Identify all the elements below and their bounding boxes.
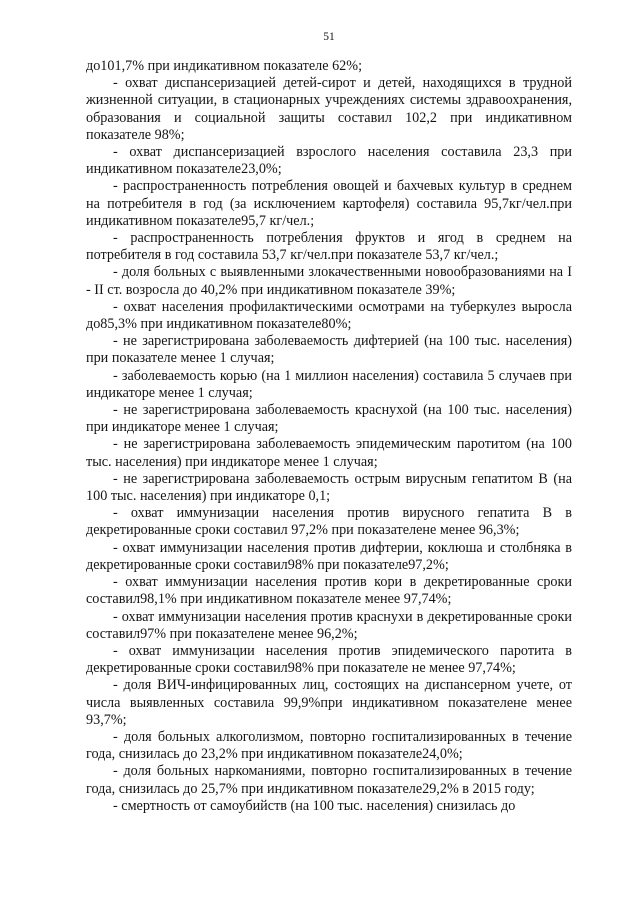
list-item: - не зарегистрирована заболеваемость эпидемическим паротитом (на 100 тыс. населения) при индикаторе менее 1 случая; — [86, 436, 572, 470]
body-text — [86, 58, 572, 815]
list-item: - охват диспансеризацией взрослого населения составила 23,3 при индикативном показателе23,0%; — [86, 144, 572, 178]
list-item: - доля ВИЧ-инфицированных лиц, состоящих на диспансерном учете, от числа выявленных составила 99,9%при индикативном показателене менее 93,7%; — [86, 677, 572, 728]
list-item: - заболеваемость корью (на 1 миллион населения) составила 5 случаев при индикаторе менее 1 случая; — [86, 367, 572, 401]
list-item: - охват иммунизации населения против эпидемического паротита в декретированные сроки составил98% при показателе не менее 97,74%; — [86, 642, 572, 677]
list-item: - не зарегистрирована заболеваемость острым вирусным гепатитом В (на 100 тыс. населения) при индикаторе 0,1; — [86, 470, 572, 505]
list-item: - охват населения профилактическими осмотрами на туберкулез выросла до85,3% при индикативном показателе80%; — [86, 298, 572, 333]
list-item: - охват диспансеризацией детей-сирот и детей, находящихся в трудной жизненной ситуации, в стационарных учреждениях системы здравоохранения, образования и социальной защиты составил 102,2 при индикативном показателе 98%; — [86, 75, 572, 143]
list-item: - распространенность потребления фруктов и ягод в среднем на потребителя в год составила 53,7 кг/чел.при показателе 53,7 кг/чел.; — [86, 230, 572, 264]
paragraph: до101,7% при индикативном показателе 62%; — [86, 58, 363, 74]
list-item: - охват иммунизации населения против кори в декретированные сроки составил98,1% при индикативном показателе менее 97,74%; — [86, 574, 572, 608]
list-item: - распространенность потребления овощей и бахчевых культур в среднем на потребителя в год (за исключением картофеля) составила 95,7кг/чел.при индикативном показателе95,7 кг/чел.; — [86, 178, 572, 229]
list-item: - доля больных наркоманиями, повторно госпитализированных в течение года, снизилась до 25,7% при индикативном показателе29,2% в 2015 году; — [86, 763, 572, 797]
list-item: - охват иммунизации населения против дифтерии, коклюша и столбняка в декретированные сроки составил98% при показателе97,2%; — [86, 539, 572, 573]
list-item: - доля больных с выявленными злокачественными новообразованиями на I - II ст. возросла до 40,2% при индикативном показателе 39%; — [86, 264, 572, 298]
list-item: - не зарегистрирована заболеваемость дифтерией (на 100 тыс. населения) при показателе менее 1 случая; — [86, 333, 572, 367]
list-item: - охват иммунизации населения против краснухи в декретированные сроки составил97% при показателене менее 96,2%; — [86, 608, 572, 642]
list-item: - доля больных алкоголизмом, повторно госпитализированных в течение года, снизилась до 23,2% при индикативном показателе24,0%; — [86, 728, 572, 763]
page-number: 51 — [323, 31, 335, 43]
list-item: - смертность от самоубийств (на 100 тыс. населения) снизилась до — [113, 797, 516, 814]
list-item: - не зарегистрирована заболеваемость краснухой (на 100 тыс. населения) при индикаторе менее 1 случая; — [86, 402, 572, 436]
list-item: - охват иммунизации населения против вирусного гепатита В в декретированные сроки составил 97,2% при показателене менее 96,3%; — [86, 505, 572, 539]
